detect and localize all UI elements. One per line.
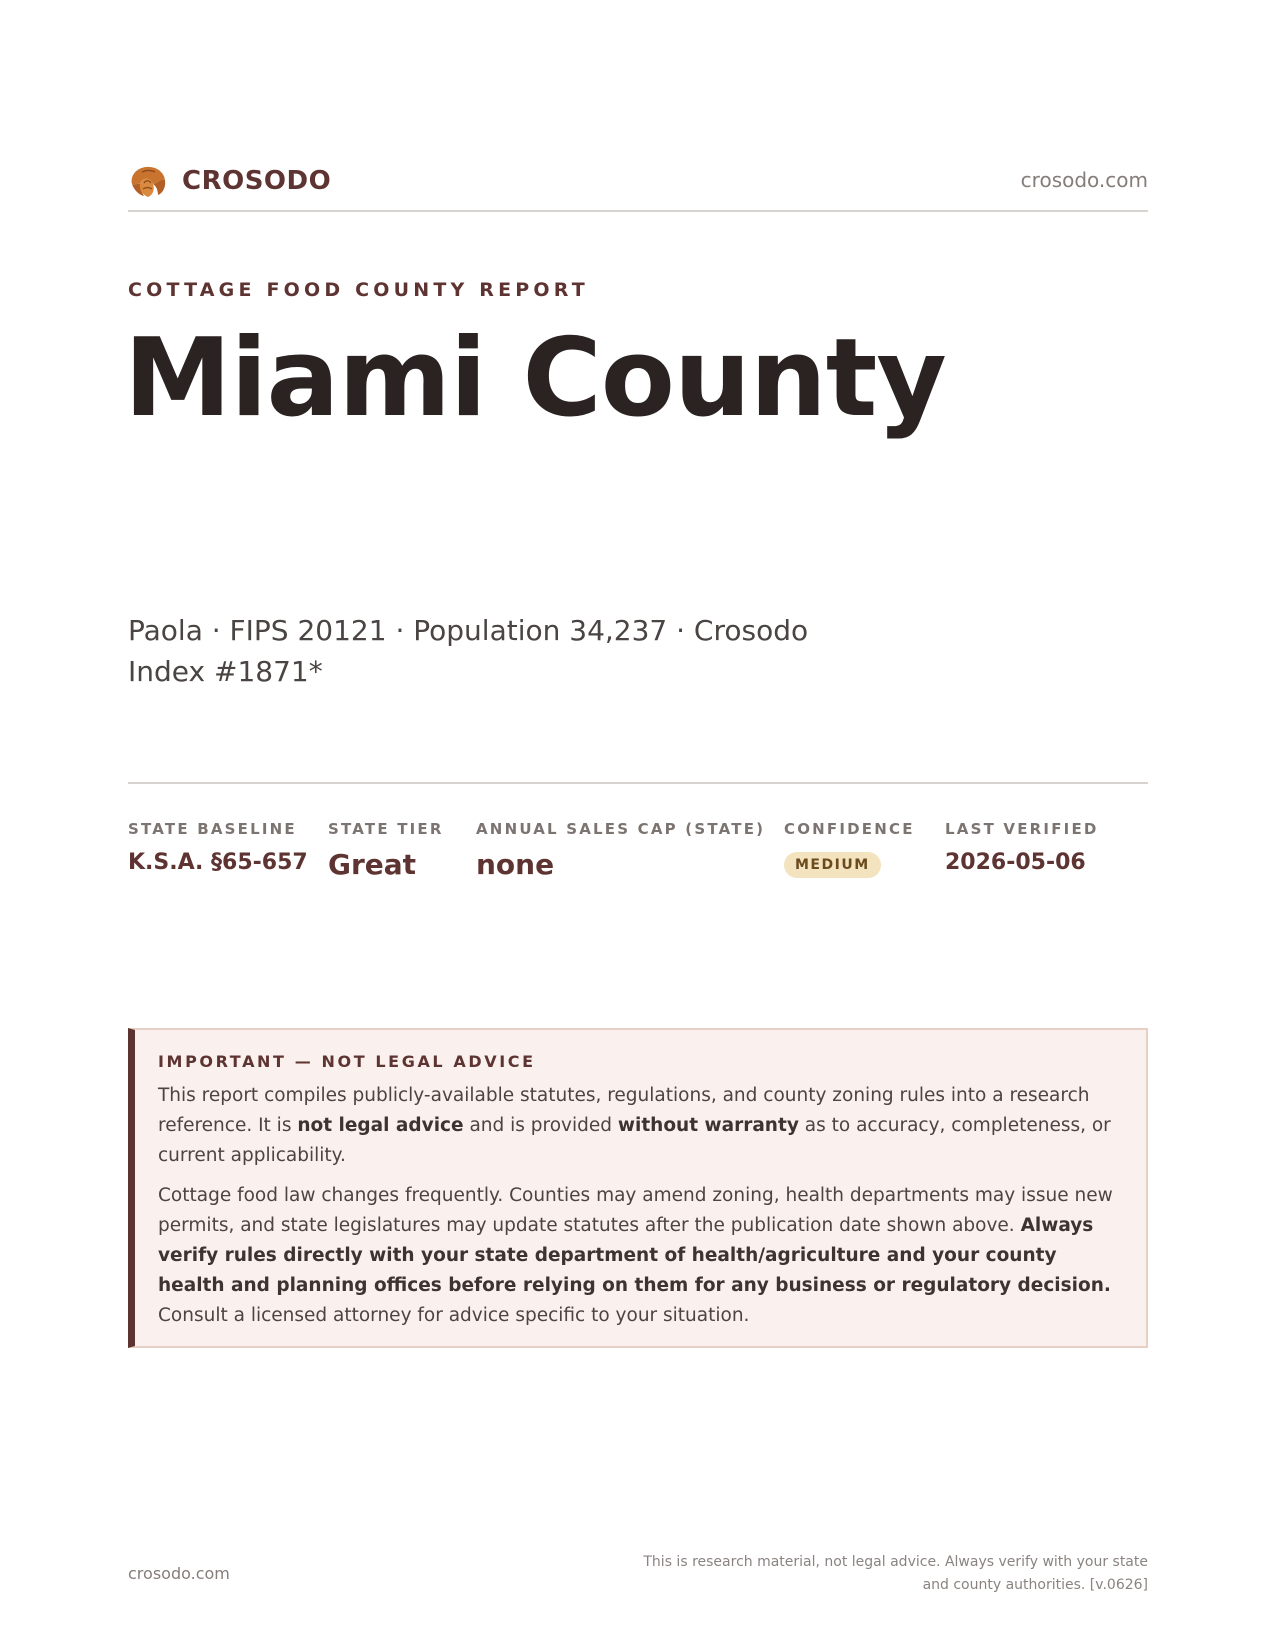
header-site-link[interactable]: crosodo.com bbox=[1020, 168, 1148, 192]
disclaimer-emphasis: without warranty bbox=[617, 1115, 799, 1136]
legal-disclaimer bbox=[128, 1028, 1148, 1348]
disclaimer-text: Consult a licensed attorney for advice specific to your situation. bbox=[158, 1305, 750, 1326]
confidence-badge: MEDIUM bbox=[784, 852, 881, 878]
footer-disclaimer bbox=[628, 1551, 1148, 1597]
disclaimer-text: as to accuracy, completeness, or current applicability. bbox=[158, 1115, 1111, 1166]
stat-state-baseline bbox=[128, 820, 308, 875]
stats-row bbox=[128, 782, 1148, 904]
stat-value: K.S.A. §65-657 bbox=[128, 850, 308, 875]
disclaimer-text: and is provided bbox=[463, 1115, 618, 1136]
stat-value: 2026-05-06 bbox=[945, 850, 1086, 875]
page-title: Miami County bbox=[124, 316, 946, 441]
stat-label: CONFIDENCE bbox=[784, 820, 915, 838]
disclaimer-text: This report compiles publicly-available statutes, regulations, and county zoning rules into a research reference. It is bbox=[158, 1085, 1090, 1136]
stat-value: none bbox=[476, 848, 555, 881]
disclaimer-emphasis: Always verify rules directly with your state department of health/agriculture and your county health and planning offices before relying on them for any business or regulatory decision. bbox=[158, 1215, 1111, 1296]
disclaimer-emphasis: not legal advice bbox=[297, 1115, 464, 1136]
stat-label: STATE TIER bbox=[328, 820, 444, 838]
footer-line: and county authorities. [v.0626] bbox=[922, 1577, 1148, 1593]
croissant-icon bbox=[128, 162, 168, 200]
disclaimer-title: IMPORTANT — NOT LEGAL ADVICE bbox=[158, 1052, 536, 1071]
stat-annual-sales-cap bbox=[476, 820, 765, 881]
stat-last-verified bbox=[945, 820, 1099, 875]
stat-state-tier bbox=[328, 820, 444, 881]
disclaimer-paragraph bbox=[158, 1181, 1122, 1331]
page-header bbox=[128, 158, 1148, 212]
brand[interactable] bbox=[128, 162, 331, 200]
stat-label: STATE BASELINE bbox=[128, 820, 297, 838]
stat-value: Great bbox=[328, 848, 417, 881]
footer-line: This is research material, not legal advice. Always verify with your state bbox=[643, 1554, 1148, 1570]
stat-label: ANNUAL SALES CAP (STATE) bbox=[476, 820, 766, 838]
disclaimer-text: Cottage food law changes frequently. Counties may amend zoning, health departments may issue new permits, and state legislatures may update statutes after the publication date shown above. bbox=[158, 1185, 1113, 1236]
county-summary: Paola · FIPS 20121 · Population 34,237 · Crosodo Index #1871* bbox=[128, 614, 809, 688]
report-page bbox=[124, 0, 1148, 1650]
stat-label: LAST VERIFIED bbox=[945, 820, 1099, 838]
disclaimer-paragraph bbox=[158, 1081, 1122, 1171]
stat-confidence bbox=[784, 820, 915, 878]
brand-name: CROSODO bbox=[182, 166, 332, 196]
report-eyebrow: COTTAGE FOOD COUNTY REPORT bbox=[128, 279, 589, 301]
footer-site-link[interactable]: crosodo.com bbox=[128, 1564, 230, 1583]
